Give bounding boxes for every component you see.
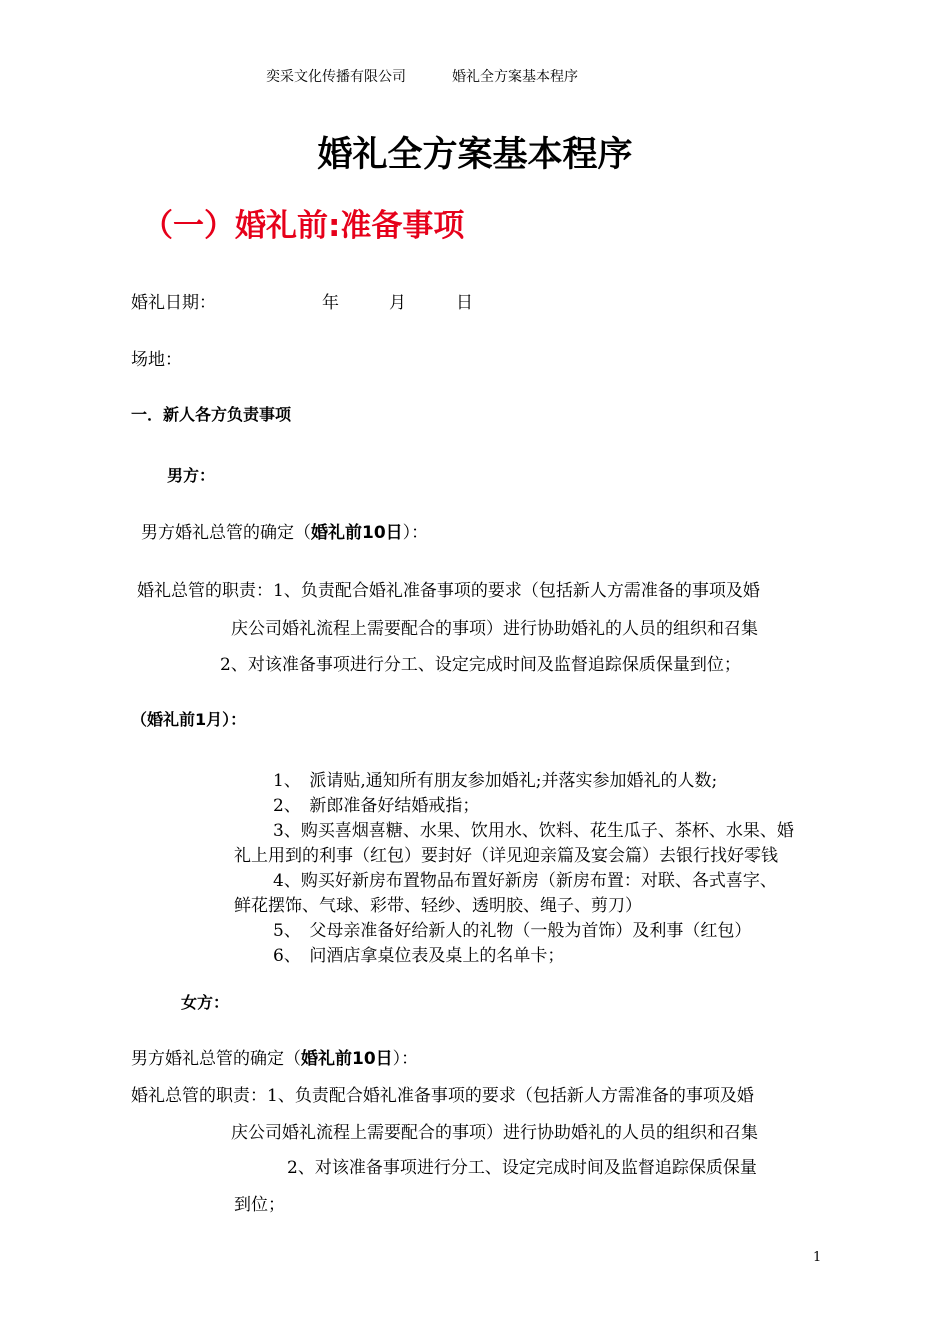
venue-label: 场地： bbox=[131, 350, 182, 370]
groom-manager-deadline: 婚礼前10日 bbox=[311, 523, 403, 543]
groom-month-suffix: ）： bbox=[222, 710, 247, 729]
bride-manager-deadline: 婚礼前10日 bbox=[301, 1049, 393, 1069]
bride-manager-suffix: ）： bbox=[392, 1049, 419, 1069]
groom-label: 男方： bbox=[167, 466, 216, 485]
bride-duty-line-3: 2、对该准备事项进行分工、设定完成时间及监督追踪保质保量 bbox=[287, 1158, 757, 1178]
bride-label: 女方： bbox=[181, 993, 230, 1012]
groom-manager-line bbox=[141, 518, 428, 543]
list-item: 4、购买好新房布置物品布置好新房（新房布置：对联、各式喜字、 bbox=[273, 871, 777, 891]
document-title: 婚礼全方案基本程序 bbox=[317, 135, 633, 175]
part1-heading: 一．新人各方负责事项 bbox=[131, 405, 292, 424]
groom-duty-line-1: 婚礼总管的职责：1、负责配合婚礼准备事项的要求（包括新人方需准备的事项及婚 bbox=[137, 581, 760, 601]
list-item: 3、购买喜烟喜糖、水果、饮用水、饮料、花生瓜子、茶杯、水果、婚 bbox=[273, 821, 794, 841]
bride-duty-line-1: 婚礼总管的职责：1、负责配合婚礼准备事项的要求（包括新人方需准备的事项及婚 bbox=[131, 1086, 754, 1106]
groom-month-line bbox=[131, 707, 246, 730]
bride-duty-line-4: 到位； bbox=[234, 1195, 285, 1215]
page-number: 1 bbox=[813, 1250, 822, 1265]
section-title: （一）婚礼前:准备事项 bbox=[142, 208, 465, 244]
header-company: 奕采文化传播有限公司 bbox=[266, 69, 406, 85]
wedding-date-row bbox=[131, 288, 216, 313]
bride-manager-prefix: 男方婚礼总管的确定（ bbox=[131, 1049, 301, 1069]
groom-duty-line-3: 2、对该准备事项进行分工、设定完成时间及监督追踪保质保量到位； bbox=[220, 655, 741, 675]
wedding-date-year: 年 bbox=[322, 293, 339, 313]
groom-manager-prefix: 男方婚礼总管的确定（ bbox=[141, 523, 311, 543]
groom-manager-suffix: ）： bbox=[402, 523, 429, 543]
groom-duty-line-2: 庆公司婚礼流程上需要配合的事项）进行协助婚礼的人员的组织和召集 bbox=[231, 619, 758, 639]
header-doc-title: 婚礼全方案基本程序 bbox=[452, 69, 578, 85]
wedding-date-month: 月 bbox=[389, 293, 406, 313]
wedding-date-label: 婚礼日期： bbox=[131, 293, 216, 313]
list-item: 礼上用到的利事（红包）要封好（详见迎亲篇及宴会篇）去银行找好零钱 bbox=[234, 846, 778, 866]
list-item: 鲜花摆饰、气球、彩带、轻纱、透明胶、绳子、剪刀） bbox=[234, 896, 642, 916]
bride-duty-line-2: 庆公司婚礼流程上需要配合的事项）进行协助婚礼的人员的组织和召集 bbox=[231, 1123, 758, 1143]
groom-month-prefix: （ bbox=[131, 710, 148, 729]
bride-manager-line bbox=[131, 1044, 418, 1069]
list-item: 1、 派请贴,通知所有朋友参加婚礼;并落实参加婚礼的人数; bbox=[273, 771, 718, 791]
list-item: 2、 新郎准备好结婚戒指； bbox=[273, 796, 480, 816]
list-item: 5、 父母亲准备好给新人的礼物（一般为首饰）及利事（红包） bbox=[273, 921, 752, 941]
wedding-date-day: 日 bbox=[456, 293, 473, 313]
groom-month-deadline: 婚礼前1月 bbox=[147, 710, 223, 729]
list-item: 6、 问酒店拿桌位表及桌上的名单卡； bbox=[273, 946, 565, 966]
